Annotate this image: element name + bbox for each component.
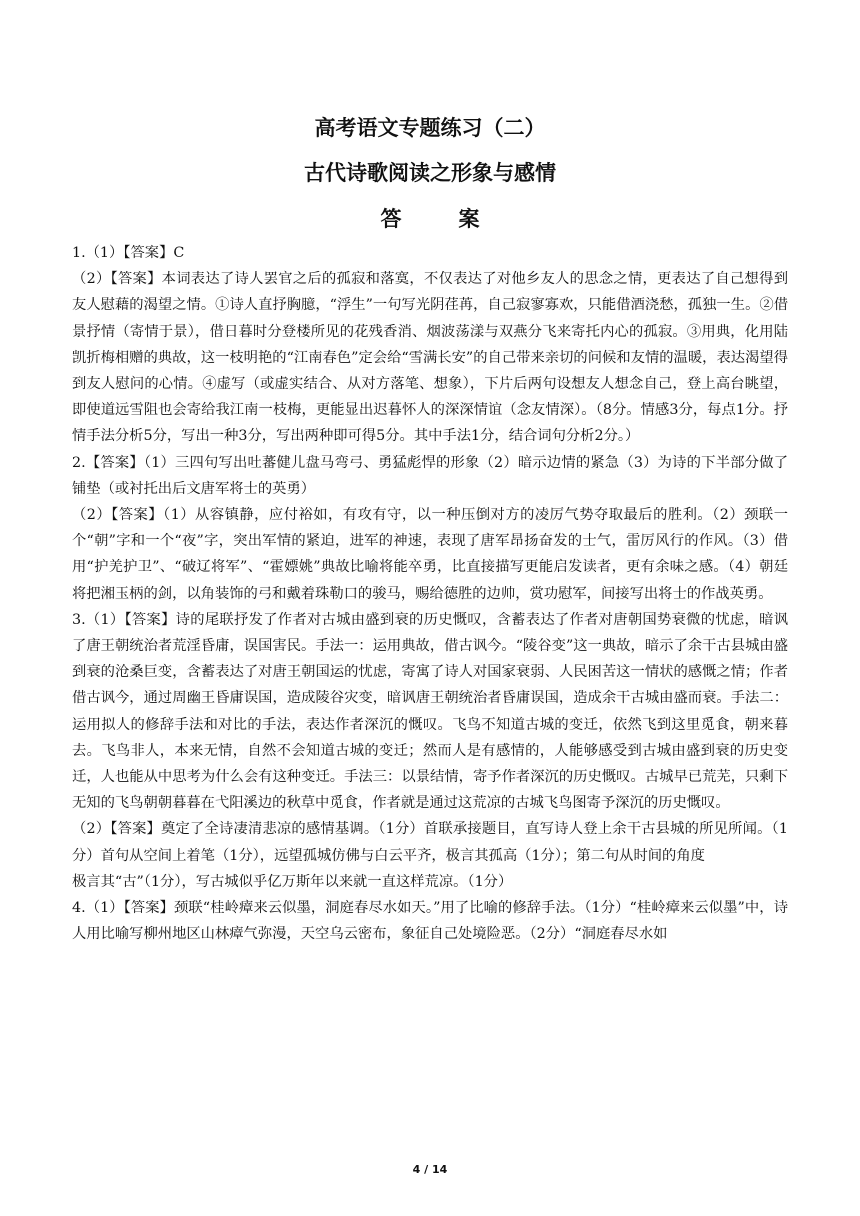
document-subtitle: 古代诗歌阅读之形象与感情 [304, 161, 556, 185]
answer-paragraph: 1.（1）【答案】C [72, 245, 185, 261]
document-title: 高考语文专题练习（二） [314, 116, 546, 140]
answer-paragraph: （2）【答案】奠定了全诗凄清悲凉的感情基调。（1分）首联承接题目，直写诗人登上余干古县城的所见所闻。（1分）首句从空间上着笔（1分），远望孤城仿佛与白云平齐，极言其孤高（1分）；第二句从时间的角度 [72, 821, 788, 864]
answer-paragraph: （2）【答案】（1）从容镇静，应付裕如，有攻有守，以一种压倒对方的凌厉气势夺取最后的胜利。（2）颈联一个“朝”字和一个“夜”字，突出军情的紧迫，进军的神速，表现了唐军昂扬奋发的士气，雷厉风行的作风。（3）借用“护羌护卫”、“破辽将军”、“霍嫖姚”典故比喻将能卒勇，比直接描写更能启发读者，更有余味之感。（4）朝廷将把湘玉柄的剑，以角装饰的弓和戴着珠勒口的骏马，赐给德胜的边帅，赏功慰军，间接写出将士的作战英勇。 [72, 507, 788, 602]
answer-content [72, 240, 788, 947]
answer-heading: 答 案 [380, 207, 498, 231]
answer-paragraph: 2.【答案】（1）三四句写出吐蕃健儿盘马弯弓、勇猛彪悍的形象（2）暗示边情的紧急（3）为诗的下半部分做了铺垫（或衬托出后文唐军将士的英勇） [72, 454, 788, 497]
answer-paragraph: 4.（1）【答案】颈联“桂岭瘴来云似墨，洞庭春尽水如天。”用了比喻的修辞手法。（1分）“桂岭瘴来云似墨”中，诗人用比喻写柳州地区山林瘴气弥漫，天空乌云密布，象征自己处境险恶。（2分）“洞庭春尽水如 [72, 900, 788, 943]
answer-paragraph: 极言其“古”（1分），写古城似乎亿万斯年以来就一直这样荒凉。（1分） [72, 873, 513, 890]
page-number: 4 / 14 [412, 1163, 448, 1176]
answer-paragraph: （2）【答案】本词表达了诗人罢官之后的孤寂和落寞，不仅表达了对他乡友人的思念之情，更表达了自己想得到友人慰藉的渴望之情。①诗人直抒胸臆，“浮生”一句写光阴荏苒，自己寂寥寡欢，只能借酒浇愁，孤独一生。②借景抒情（寄情于景），借日暮时分登楼所见的花残香消、烟波荡漾与双燕分飞来寄托内心的孤寂。③用典，化用陆凯折梅相赠的典故，这一枝明艳的“江南春色”定会给“雪满长安”的自己带来亲切的问候和友情的温暖，表达渴望得到友人慰问的心情。④虚写（或虚实结合、从对方落笔、想象），下片后两句设想友人想念自己，登上高台眺望，即使道远雪阻也会寄给我江南一枝梅，更能显出迟暮怀人的深深情谊（念友情深）。（8分。情感3分，每点1分。抒情手法分析5分，写出一种3分，写出两种即可得5分。其中手法1分，结合词句分析2分。） [72, 271, 788, 445]
answer-paragraph: 3.（1）【答案】诗的尾联抒发了作者对古城由盛到衰的历史慨叹，含蓄表达了作者对唐朝国势衰微的忧虑，暗讽了唐王朝统治者荒淫昏庸，误国害民。手法一：运用典故，借古讽今。“陵谷变”这一典故，暗示了余干古县城由盛到衰的沧桑巨变，含蓄表达了对唐王朝国运的忧虑，寄寓了诗人对国家衰弱、人民困苦这一情状的感慨之情；作者借古讽今，通过周幽王昏庸误国，造成陵谷灾变，暗讽唐王朝统治者昏庸误国，造成余干古城由盛而衰。手法二：运用拟人的修辞手法和对比的手法，表达作者深沉的慨叹。飞鸟不知道古城的变迁，依然飞到这里觅食，朝来暮去。飞鸟非人，本来无情，自然不会知道古城的变迁；然而人是有感情的，人能够感受到古城由盛到衰的历史变迁，人也能从中思考为什么会有这种变迁。手法三：以景结情，寄予作者深沉的历史慨叹。古城早已荒芜，只剩下无知的飞鸟朝朝暮暮在弋阳溪边的秋草中觅食，作者就是通过这荒凉的古城飞鸟图寄予深沉的历史慨叹。 [72, 611, 788, 812]
